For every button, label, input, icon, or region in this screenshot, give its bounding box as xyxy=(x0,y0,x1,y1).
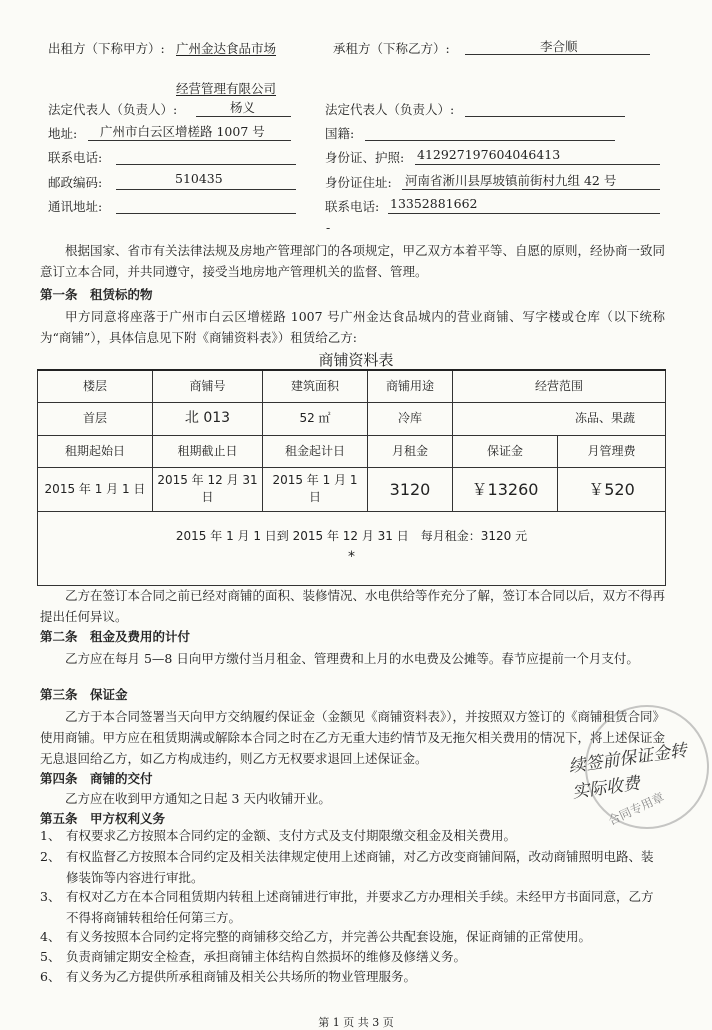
article-3-text: 乙方于本合同签署当天向甲方交纳履约保证金（金额见《商铺资料表》），并按照双方签订的《商铺租赁合同》使用商铺。甲方应在租赁期满或解除本合同之时在乙方无重大违约情节及无拖欠相关费用的情况下，将上述保证金无息退回给乙方，如乙方构成违约，则乙方无权要求退回上述保证金。 xyxy=(40,709,666,766)
lessee-name: 李合顺 xyxy=(540,39,578,54)
cell-start-date: 2015 年 1 月 1 日 xyxy=(38,467,153,511)
stray-dash: - xyxy=(326,220,331,235)
lessor-address-label: 地址: xyxy=(48,126,78,141)
lessor-name-line2: 经营管理有限公司 xyxy=(176,81,277,96)
page-footer: 第 1 页 共 3 页 xyxy=(318,1016,394,1029)
cell-usage: 冷库 xyxy=(368,402,453,435)
header-monthly-rent: 月租金 xyxy=(368,435,453,467)
cell-deposit: ￥13260 xyxy=(453,467,558,511)
lessee-phone-label: 联系电话: xyxy=(325,199,380,214)
article-1-title: 第一条 租赁标的物 xyxy=(40,287,153,302)
cell-monthly-rent: 3120 xyxy=(368,467,453,511)
header-shop-no: 商铺号 xyxy=(153,370,263,402)
lessor-name-line1: 广州金达食品市场 xyxy=(176,41,277,56)
article-5-item-6: 6、 有义务为乙方提供所承租商铺及相关公共场所的物业管理服务。 xyxy=(40,969,417,984)
rent-note-cell xyxy=(38,511,666,585)
article-3-title: 第三条 保证金 xyxy=(40,687,128,702)
lessor-label: 出租方（下称甲方）: xyxy=(48,41,165,56)
cell-business-scope: 冻品、果蔬 xyxy=(453,402,666,435)
lessor-phone-label: 联系电话: xyxy=(48,150,103,165)
cell-management-fee: ￥520 xyxy=(558,467,666,511)
lessor-mail-address-label: 通讯地址: xyxy=(48,199,103,214)
intro-paragraph: 根据国家、省市有关法律法规及房地产管理部门的各项规定，甲乙双方本着平等、自愿的原则，经协商一致同意订立本合同，并共同遵守，接受当地房地产管理机关的监督、管理。 xyxy=(40,243,666,279)
cell-shop-no: 北 013 xyxy=(153,402,263,435)
handwritten-note: 续签前保证金转实际收费 xyxy=(567,740,689,803)
cell-floor: 首层 xyxy=(38,402,153,435)
after-table-paragraph: 乙方在签订本合同之前已经对商铺的面积、装修情况、水电供给等作充分了解，签订本合同以后，双方不得再提出任何异议。 xyxy=(40,588,666,624)
header-floor: 楼层 xyxy=(38,370,153,402)
header-business-scope: 经营范围 xyxy=(453,370,666,402)
lessee-id-address: 河南省淅川县厚坡镇前街村九组 42 号 xyxy=(405,173,617,188)
article-1-text: 甲方同意将座落于广州市白云区增槎路 1007 号广州金达食品城内的营业商铺、写字楼或仓库（以下统称为“商铺”），具体信息见下附《商铺资料表》）租赁给乙方: xyxy=(40,309,665,345)
cell-end-date: 2015 年 12 月 31 日 xyxy=(153,467,263,511)
rent-note: 2015 年 1 月 1 日到 2015 年 12 月 31 日 每月租金：3120 元 xyxy=(175,528,528,543)
article-2-text: 乙方应在每月 5—8 日向甲方缴付当月租金、管理费和上月的水电费及公摊等。春节应提前一个月支付。 xyxy=(65,651,639,666)
lessee-phone: 13352881662 xyxy=(390,196,478,211)
lessor-postcode-label: 邮政编码: xyxy=(48,175,103,190)
header-start-date: 租期起始日 xyxy=(38,435,153,467)
company-seal-text: 合同专用章 xyxy=(606,789,667,828)
header-end-date: 租期截止日 xyxy=(153,435,263,467)
header-rent-start-date: 租金起计日 xyxy=(263,435,368,467)
lessee-id: 412927197604046413 xyxy=(417,147,561,162)
lessor-address: 广州市白云区增槎路 1007 号 xyxy=(100,124,265,139)
lessor-legal-rep: 杨义 xyxy=(230,100,256,115)
article-5-item-4: 4、 有义务按照本合同约定将完整的商铺移交给乙方，并完善公共配套设施，保证商铺的正常使用。 xyxy=(40,929,592,944)
article-4-text: 乙方应在收到甲方通知之日起 3 天内收铺开业。 xyxy=(65,791,331,806)
lessee-label: 承租方（下称乙方）: xyxy=(333,41,450,56)
cell-area: 52 ㎡ xyxy=(263,402,368,435)
lessee-legal-rep-label: 法定代表人（负责人）: xyxy=(325,102,455,117)
lessee-id-address-label: 身份证住址: xyxy=(325,175,392,190)
lessor-legal-rep-label: 法定代表人（负责人）: xyxy=(48,102,178,117)
lessee-id-label: 身份证、护照: xyxy=(325,150,405,165)
article-5-title: 第五条 甲方权利义务 xyxy=(40,811,166,826)
header-usage: 商铺用途 xyxy=(368,370,453,402)
header-management-fee: 月管理费 xyxy=(558,435,666,467)
nationality-label: 国籍: xyxy=(325,126,355,141)
article-5-item-3: 3、 有权对乙方在本合同租赁期内转租上述商铺进行审批，并要求乙方办理相关手续。未经甲方书面同意，乙方不得将商铺转租给任何第三方。 xyxy=(40,889,654,925)
article-2-title: 第二条 租金及费用的计付 xyxy=(40,629,191,644)
article-4-title: 第四条 商铺的交付 xyxy=(40,771,153,786)
cell-rent-start-date: 2015 年 1 月 1 日 xyxy=(263,467,368,511)
shop-info-table xyxy=(37,369,666,586)
note-star: * xyxy=(348,548,355,565)
table-caption: 商铺资料表 xyxy=(318,351,394,369)
header-deposit: 保证金 xyxy=(453,435,558,467)
article-5-item-2: 2、 有权监督乙方按照本合同约定及相关法律规定使用上述商铺，对乙方改变商铺间隔，改动商铺照明电路、装修装饰等内容进行审批。 xyxy=(40,849,654,885)
article-5-item-1: 1、 有权要求乙方按照本合同约定的金额、支付方式及支付期限缴交租金及相关费用。 xyxy=(40,828,517,843)
header-area: 建筑面积 xyxy=(263,370,368,402)
article-5-item-5: 5、 负责商铺定期安全检查，承担商铺主体结构自然损坏的维修及修缮义务。 xyxy=(40,949,467,964)
lessor-postcode: 510435 xyxy=(175,171,223,186)
